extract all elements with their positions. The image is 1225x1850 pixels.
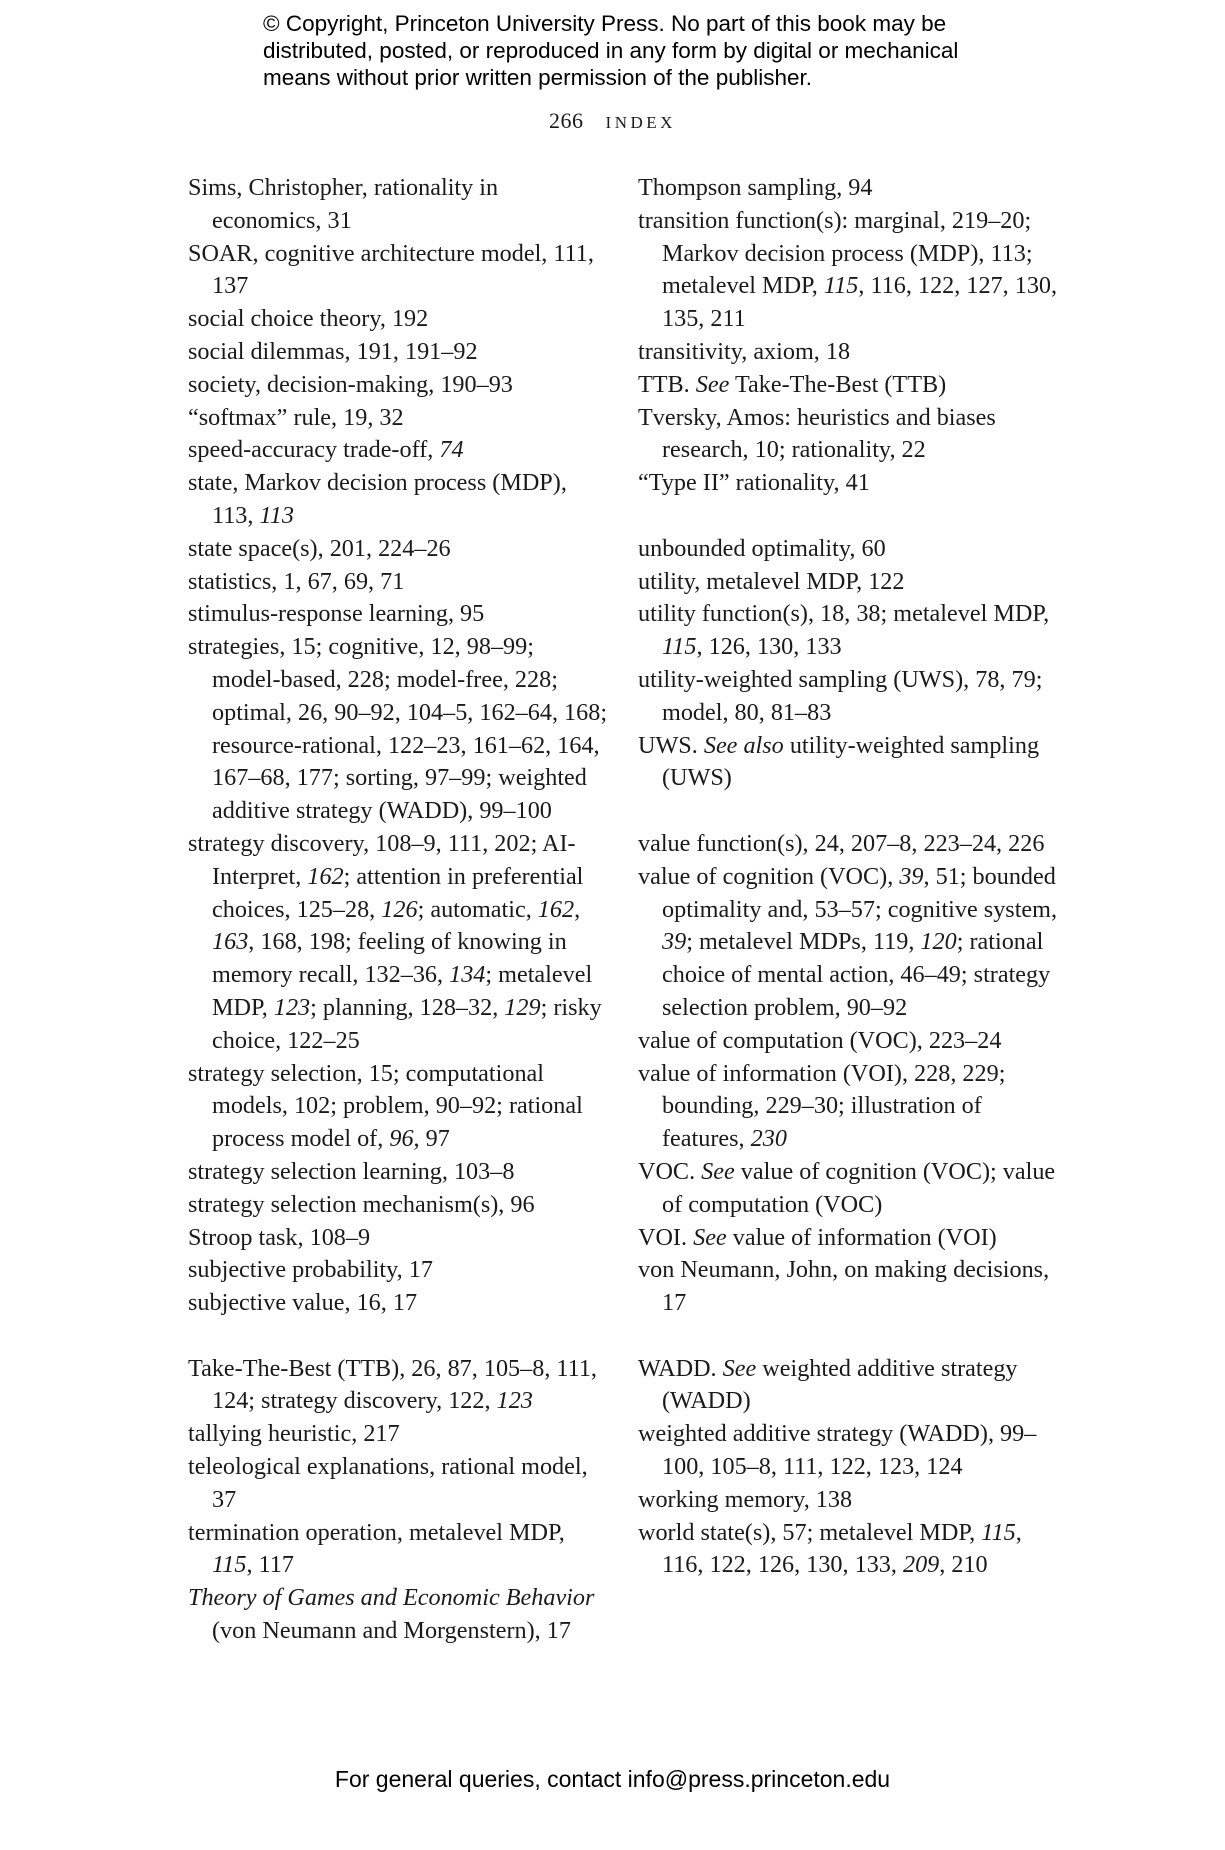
index-entry: termination operation, metalevel MDP, 115, 117 xyxy=(188,1518,565,1579)
index-entry: strategy discovery, 108–9, 111, 202; AI-Interpret, 162; attention in preferential choices, 125–28, 126; automatic, 162, 163, 168, 198; feeling of knowing in memory recall, 132–36, 134; metalevel MDP, 123; planning, 128–32, 129; risky choice, 122–25 xyxy=(188,829,602,1054)
index-column-right xyxy=(638,172,1058,1582)
index-entry: strategy selection learning, 103–8 xyxy=(188,1157,515,1185)
index-entry: Take-The-Best (TTB), 26, 87, 105–8, 111, 124; strategy discovery, 122, 123 xyxy=(188,1354,597,1415)
index-entry: Thompson sampling, 94 xyxy=(638,174,873,201)
index-entry: subjective probability, 17 xyxy=(188,1256,433,1284)
index-entry: utility-weighted sampling (UWS), 78, 79; model, 80, 81–83 xyxy=(638,665,1043,726)
copyright-notice: © Copyright, Princeton University Press. No part of this book may be distributed, posted, or reproduced in any form by digital or mechanical means without prior written permission of the publisher. xyxy=(263,11,959,90)
index-entry: value of computation (VOC), 223–24 xyxy=(638,1026,1002,1054)
letter-group-gap xyxy=(638,500,1058,533)
index-entry: tallying heuristic, 217 xyxy=(188,1420,400,1448)
index-entry: value of information (VOI), 228, 229; bounding, 229–30; illustration of features, 230 xyxy=(638,1059,1006,1153)
index-entry: strategies, 15; cognitive, 12, 98–99; model-based, 228; model-free, 228; optimal, 26, 90–92, 104–5, 162–64, 168; resource-rational, 122–23, 161–62, 164, 167–68, 177; sorting, 97–99; weighted additive strategy (WADD), 99–100 xyxy=(188,633,608,825)
index-entry: TTB. See Take-The-Best (TTB) xyxy=(638,370,947,398)
letter-group-gap xyxy=(188,1320,608,1353)
index-entry: weighted additive strategy (WADD), 99–100, 105–8, 111, 122, 123, 124 xyxy=(638,1420,1037,1481)
page-number: 266 xyxy=(549,108,584,133)
index-entry: state space(s), 201, 224–26 xyxy=(188,534,451,562)
index-entry: value of cognition (VOC), 39, 51; bounded optimality and, 53–57; cognitive system, 39; metalevel MDPs, 119, 120; rational choice of mental action, 46–49; strategy selection problem, 90–92 xyxy=(638,862,1058,1021)
index-entry: social choice theory, 192 xyxy=(188,305,429,333)
index-entry: stimulus-response learning, 95 xyxy=(188,600,485,628)
index-entry: “softmax” rule, 19, 32 xyxy=(188,403,404,431)
index-entry: VOC. See value of cognition (VOC); value of computation (VOC) xyxy=(638,1157,1056,1218)
index-entry: strategy selection, 15; computational models, 102; problem, 90–92; rational process model of, 96, 97 xyxy=(188,1059,583,1153)
letter-group-gap xyxy=(638,795,1058,828)
section-title: index xyxy=(605,108,676,134)
index-entry: teleological explanations, rational model, 37 xyxy=(188,1453,588,1513)
index-entry: strategy selection mechanism(s), 96 xyxy=(188,1190,535,1218)
index-entry: unbounded optimality, 60 xyxy=(638,534,886,562)
index-entry: WADD. See weighted additive strategy (WADD) xyxy=(638,1354,1018,1415)
index-entry: subjective value, 16, 17 xyxy=(188,1289,418,1317)
index-entry: von Neumann, John, on making decisions, 17 xyxy=(638,1256,1050,1317)
index-column-left xyxy=(188,172,608,1648)
index-entry: social dilemmas, 191, 191–92 xyxy=(188,337,478,365)
index-entry: “Type II” rationality, 41 xyxy=(638,469,870,497)
index-entry: Theory of Games and Economic Behavior (von Neumann and Morgenstern), 17 xyxy=(188,1584,595,1645)
index-entry: working memory, 138 xyxy=(638,1485,853,1513)
running-header xyxy=(0,108,1225,135)
index-entry: Tversky, Amos: heuristics and biases research, 10; rationality, 22 xyxy=(638,403,996,464)
index-entry: transitivity, axiom, 18 xyxy=(638,337,851,365)
index-entry: UWS. See also utility-weighted sampling (UWS) xyxy=(638,731,1040,792)
letter-group-gap xyxy=(638,1320,1058,1353)
index-entry: Sims, Christopher, rationality in economics, 31 xyxy=(188,174,499,234)
index-entry: VOI. See value of information (VOI) xyxy=(638,1223,997,1251)
index-entry: SOAR, cognitive architecture model, 111, 137 xyxy=(188,239,594,300)
index-entry: society, decision-making, 190–93 xyxy=(188,370,513,398)
index-entry: value function(s), 24, 207–8, 223–24, 226 xyxy=(638,829,1045,857)
footer-contact: For general queries, contact info@press.princeton.edu xyxy=(334,1766,891,1792)
index-entry: statistics, 1, 67, 69, 71 xyxy=(188,567,405,595)
index-entry: state, Markov decision process (MDP), 113, 113 xyxy=(188,469,567,529)
index-entry: speed-accuracy trade-off, 74 xyxy=(188,436,464,464)
index-entry: utility function(s), 18, 38; metalevel MDP, 115, 126, 130, 133 xyxy=(638,600,1050,661)
index-entry: world state(s), 57; metalevel MDP, 115, 116, 122, 126, 130, 133, 209, 210 xyxy=(638,1518,1022,1579)
index-entry: utility, metalevel MDP, 122 xyxy=(638,567,905,595)
index-entry: transition function(s): marginal, 219–20; Markov decision process (MDP), 113; metalevel MDP, 115, 116, 122, 127, 130, 135, 211 xyxy=(638,206,1058,333)
index-entry: Stroop task, 108–9 xyxy=(188,1223,371,1251)
